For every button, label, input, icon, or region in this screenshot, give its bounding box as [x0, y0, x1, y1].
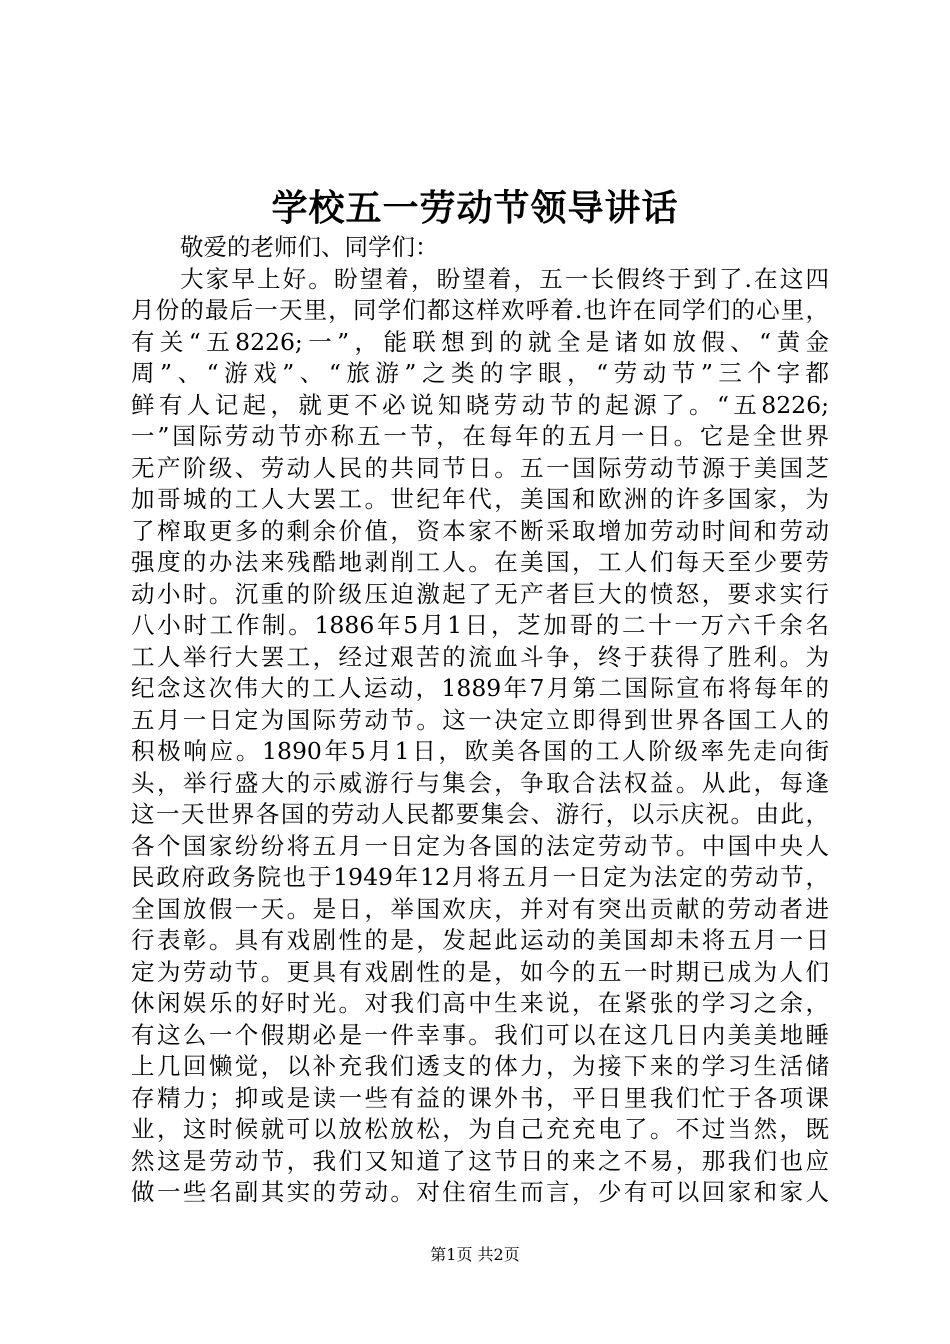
paragraph-line: 八小时工作制。1886年5月1日，芝加哥的二十一万六千余名 [131, 611, 829, 639]
paragraph-line: 周”、“游戏”、“旅游”之类的字眼，“劳动节”三个字都 [131, 359, 829, 387]
paragraph-line: 鲜有人记起，就更不必说知晓劳动节的起源了。“五8226; [131, 390, 829, 419]
paragraph-line: 积极响应。1890年5月1日，欧美各国的工人阶级率先走向街 [131, 737, 829, 765]
document-body [131, 232, 829, 1209]
document-title: 学校五一劳动节领导讲话 [271, 187, 679, 229]
paragraph-line: 工人举行大罢工，经过艰苦的流血斗争，终于获得了胜利。为 [131, 642, 829, 671]
paragraph-line: 一”国际劳动节亦称五一节，在每年的五月一日。它是全世界 [131, 422, 829, 450]
paragraph-line: 各个国家纷纷将五月一日定为各国的法定劳动节。中国中央人 [131, 831, 829, 860]
paragraph-line: 大家早上好。盼望着，盼望着，五一长假终于到了.在这四 [180, 264, 829, 293]
paragraph-line: 定为劳动节。更具有戏剧性的是，如今的五一时期已成为人们 [131, 957, 829, 986]
paragraph-line: 强度的办法来残酷地剥削工人。在美国，工人们每天至少要劳 [131, 548, 829, 576]
paragraph-line: 上几回懒觉，以补充我们透支的体力，为接下来的学习生活储 [131, 1052, 829, 1080]
paragraph-line: 做一些名副其实的劳动。对住宿生而言，少有可以回家和家人 [131, 1178, 829, 1206]
salutation: 敬爱的老师们、同学们： [180, 233, 439, 261]
paragraph-line: 这一天世界各国的劳动人民都要集会、游行，以示庆祝。由此， [131, 800, 829, 828]
paragraph-line: 头，举行盛大的示威游行与集会，争取合法权益。从此，每逢 [131, 768, 829, 797]
paragraph-line: 无产阶级、劳动人民的共同节日。五一国际劳动节源于美国芝 [131, 453, 829, 482]
paragraph-line: 存精力；抑或是读一些有益的课外书，平日里我们忙于各项课 [131, 1083, 829, 1112]
page-footer: 第1页 共2页 [430, 1245, 520, 1264]
paragraph-line: 月份的最后一天里，同学们都这样欢呼着.也许在同学们的心里， [131, 296, 829, 324]
paragraph-line: 有这么一个假期必是一件幸事。我们可以在这几日内美美地睡 [131, 1020, 829, 1049]
paragraph-line: 动小时。沉重的阶级压迫激起了无产者巨大的愤怒，要求实行 [131, 579, 829, 608]
paragraph-line: 休闲娱乐的好时光。对我们高中生来说，在紧张的学习之余， [131, 989, 829, 1017]
paragraph-line: 民政府政务院也于1949年12月将五月一日定为法定的劳动节， [131, 863, 829, 891]
paragraph-line: 加哥城的工人大罢工。世纪年代，美国和欧洲的许多国家，为 [131, 485, 829, 513]
paragraph-line: 纪念这次伟大的工人运动，1889年7月第二国际宣布将每年的 [131, 674, 829, 702]
paragraph-line: 然这是劳动节，我们又知道了这节日的来之不易，那我们也应 [131, 1146, 829, 1175]
paragraph-line: 全国放假一天。是日，举国欢庆，并对有突出贡献的劳动者进 [131, 894, 829, 923]
paragraph-line: 了榨取更多的剩余价值，资本家不断采取增加劳动时间和劳动 [131, 516, 829, 545]
paragraph-line: 行表彰。具有戏剧性的是，发起此运动的美国却未将五月一日 [131, 926, 829, 954]
paragraph-line: 五月一日定为国际劳动节。这一决定立即得到世界各国工人的 [131, 705, 829, 734]
paragraph-line: 有关“五8226;一”，能联想到的就全是诸如放假、“黄金 [131, 327, 829, 356]
paragraph-line: 业，这时候就可以放松放松，为自己充充电了。不过当然，既 [131, 1115, 829, 1143]
